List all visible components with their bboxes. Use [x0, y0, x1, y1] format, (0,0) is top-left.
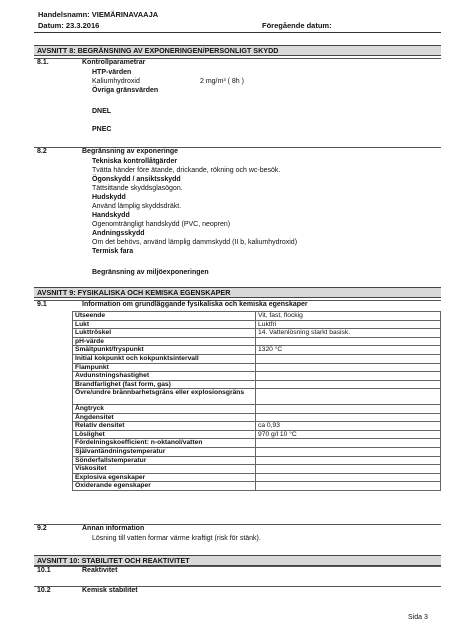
- table-row: [73, 430, 441, 439]
- property-name: Löslighet: [73, 430, 256, 439]
- exposure-text: Tättsittande skyddsglasögon.: [92, 185, 183, 192]
- subsection-number: 8.1.: [37, 59, 49, 66]
- property-value: [256, 354, 441, 363]
- table-row: [73, 439, 441, 448]
- table-row: [73, 422, 441, 431]
- subsection-title: Begränsning av exponeringe: [82, 148, 179, 155]
- property-name: Ångdensitet: [73, 413, 256, 422]
- property-name: Sönderfallstemperatur: [73, 456, 256, 465]
- subsection-number: 9.1: [37, 301, 47, 308]
- exposure-text: Ogenomträngligt handskydd (PVC, neopren): [92, 221, 231, 228]
- table-row: [73, 389, 441, 405]
- dnel-label: DNEL: [92, 108, 112, 115]
- property-name: Avdunstningshastighet: [73, 372, 256, 381]
- header-divider: [34, 32, 441, 33]
- property-value: [256, 439, 441, 448]
- exposure-text: Tvätta händer före ätande, drickande, rökning och wc-besök.: [92, 167, 281, 174]
- property-value: 970 g/l 10 °C: [256, 430, 441, 439]
- limit-value: 2 mg/m³ ( 8h ): [200, 78, 244, 85]
- exposure-heading: Termisk fara: [92, 248, 134, 255]
- property-value: ca 0,93: [256, 422, 441, 431]
- property-value: [256, 482, 441, 491]
- substance-name: Kaliumhydroxid: [92, 78, 140, 85]
- table-row: [73, 372, 441, 381]
- property-value: Luktfri: [256, 320, 441, 329]
- section-9-title: AVSNITT 9: FYSIKALISKA OCH KEMISKA EGENSKAPER: [34, 287, 441, 298]
- property-name: Flampunkt: [73, 363, 256, 372]
- property-value: [256, 372, 441, 381]
- property-value: [256, 413, 441, 422]
- subsection-number: 8.2: [37, 148, 47, 155]
- pnec-label: PNEC: [92, 126, 112, 133]
- subsection-8-1: [34, 58, 441, 66]
- exposure-heading: Tekniska kontrollåtgärder: [92, 158, 178, 165]
- property-name: Utseende: [73, 312, 256, 321]
- property-value: [256, 363, 441, 372]
- environmental-exposure-label: Begränsning av miljöexponeringen: [92, 269, 209, 276]
- property-value: Vit, fast, flockig: [256, 312, 441, 321]
- property-name: Smältpunkt/fryspunkt: [73, 346, 256, 355]
- property-name: Självantändningstemperatur: [73, 447, 256, 456]
- property-name: Brandfarlighet (fast form, gas): [73, 380, 256, 389]
- table-row: [73, 413, 441, 422]
- table-row: [73, 329, 441, 338]
- property-value: 1320 °C: [256, 346, 441, 355]
- property-value: [256, 389, 441, 405]
- exposure-heading: Handskydd: [92, 212, 130, 219]
- property-value: [256, 380, 441, 389]
- other-information-text: Lösning till vatten formar värme kraftigt (risk för stänk).: [92, 535, 261, 542]
- subsection-title: Reaktivitet: [82, 567, 118, 574]
- other-limits-label: Övriga gränsvärden: [92, 87, 159, 94]
- table-row: [73, 404, 441, 413]
- property-name: Explosiva egenskaper: [73, 473, 256, 482]
- property-name: Fördelningskoefficient: n-oktanol/vatten: [73, 439, 256, 448]
- property-value: 14. Vattenlösning starkt basisk.: [256, 329, 441, 338]
- exposure-heading: Hudskydd: [92, 194, 126, 201]
- exposure-heading: Ögonskydd / ansiktsskydd: [92, 176, 181, 183]
- table-row: [73, 312, 441, 321]
- subsection-10-1: [34, 566, 441, 574]
- property-name: Lukt: [73, 320, 256, 329]
- property-name: pH-värde: [73, 337, 256, 346]
- table-row: [73, 456, 441, 465]
- exposure-heading: Andningsskydd: [92, 230, 145, 237]
- table-row: [73, 337, 441, 346]
- property-value: [256, 465, 441, 474]
- property-value: [256, 404, 441, 413]
- table-row: [73, 320, 441, 329]
- property-name: Relativ densitet: [73, 422, 256, 431]
- subsection-9-2: [34, 524, 441, 532]
- product-name: Handelsnamn: VIEMÄRINAVAAJA: [38, 10, 159, 19]
- property-name: Lukttröskel: [73, 329, 256, 338]
- property-name: Initial kokpunkt och kokpunktsintervall: [73, 354, 256, 363]
- subsection-8-2: [34, 147, 441, 155]
- subsection-title: Information om grundläggande fysikaliska och kemiska egenskaper: [82, 301, 308, 308]
- subsection-number: 10.2: [37, 587, 51, 594]
- property-name: Oxiderande egenskaper: [73, 482, 256, 491]
- previous-date: Föregående datum:: [262, 21, 332, 30]
- document-date: Datum: 23.3.2016: [38, 21, 100, 30]
- property-value: [256, 456, 441, 465]
- exposure-text: Om det behövs, använd lämplig dammskydd (II b, kaliumhydroxid): [92, 239, 298, 246]
- table-row: [73, 354, 441, 363]
- property-name: Ångtryck: [73, 404, 256, 413]
- subsection-9-1: [34, 300, 441, 308]
- subsection-number: 10.1: [37, 567, 51, 574]
- htp-label: HTP-värden: [92, 69, 132, 76]
- section-8-title: AVSNITT 8: BEGRÄNSNING AV EXPONERINGEN/PERSONLIGT SKYDD: [34, 45, 441, 56]
- properties-table: [72, 311, 441, 491]
- subsection-title: Kemisk stabilitet: [82, 587, 138, 594]
- exposure-text: Använd lämplig skyddsdräkt.: [92, 203, 182, 210]
- table-row: [73, 473, 441, 482]
- page-number: Sida 3: [408, 614, 428, 621]
- property-value: [256, 337, 441, 346]
- subsection-number: 9.2: [37, 525, 47, 532]
- subsection-title: Annan information: [82, 525, 145, 532]
- table-row: [73, 346, 441, 355]
- subsection-10-2: [34, 586, 441, 594]
- table-row: [73, 465, 441, 474]
- subsection-title: Kontrollparametrar: [82, 59, 146, 66]
- table-row: [73, 447, 441, 456]
- table-row: [73, 482, 441, 491]
- property-name: Viskositet: [73, 465, 256, 474]
- table-row: [73, 363, 441, 372]
- property-value: [256, 447, 441, 456]
- property-name: Övre/undre brännbarhetsgräns eller explosionsgräns: [73, 389, 256, 405]
- table-row: [73, 380, 441, 389]
- section-10-title: AVSNITT 10: STABILITET OCH REAKTIVITET: [34, 555, 441, 566]
- property-value: [256, 473, 441, 482]
